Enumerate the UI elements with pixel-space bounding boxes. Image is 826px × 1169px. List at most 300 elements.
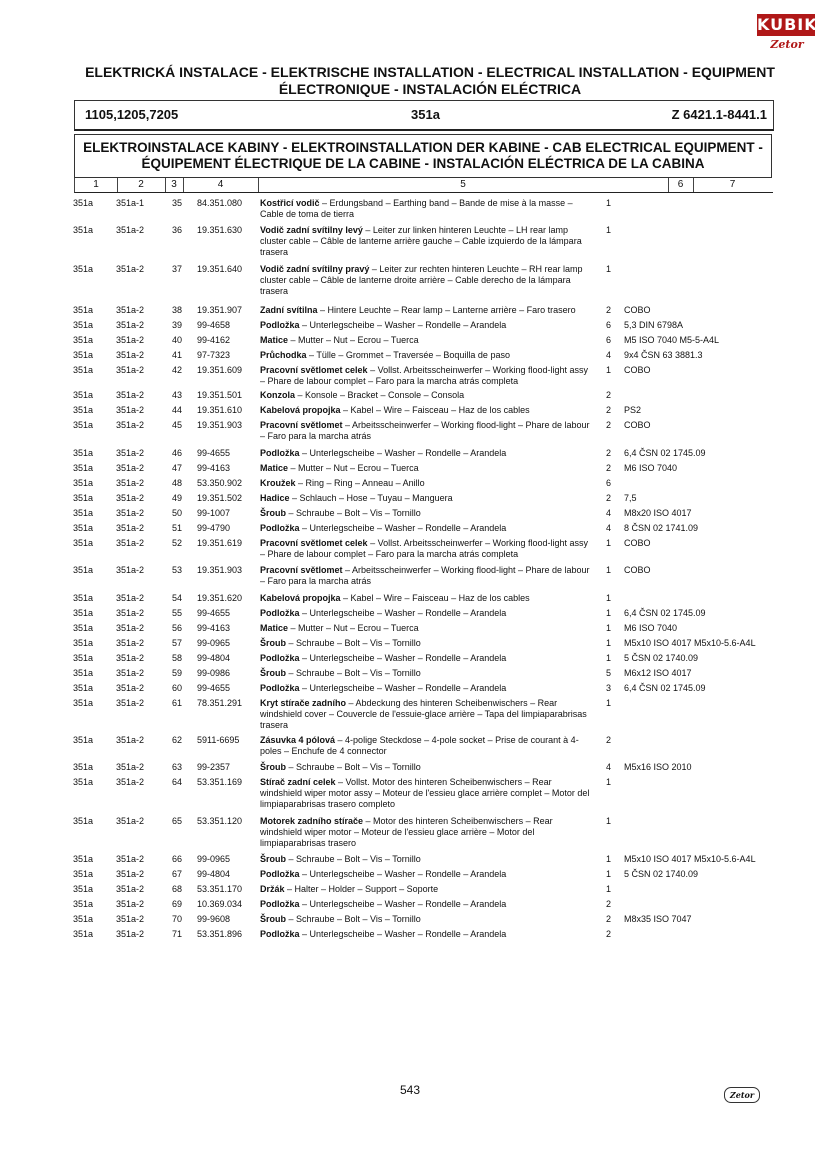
row-fig-cell: 351a-2 (116, 914, 145, 924)
row-fig-cell: 351a-2 (116, 653, 145, 663)
row-description-cell (260, 420, 590, 442)
models-label: 1105,1205,7205 (85, 107, 179, 122)
row-pos-cell: 53 (172, 565, 183, 575)
row-fig-cell: 351a-2 (116, 463, 145, 473)
row-part-name: Podložka (260, 448, 300, 458)
row-ref-cell: 351a (73, 762, 94, 772)
row-ref-cell: 351a (73, 264, 94, 274)
row-partno-cell: 99-4163 (197, 463, 231, 473)
row-part-name: Stírač zadní celek (260, 777, 336, 787)
row-description-cell (260, 305, 590, 316)
row-qty-cell: 1 (606, 565, 612, 575)
row-pos-cell: 37 (172, 264, 183, 274)
row-description-cell (260, 884, 590, 895)
row-part-name: Motorek zadního stírače (260, 816, 364, 826)
row-pos-cell: 45 (172, 420, 183, 430)
row-pos-cell: 35 (172, 198, 183, 208)
row-part-name: Podložka (260, 683, 300, 693)
row-part-name: Šroub (260, 508, 286, 518)
row-part-translations: – Unterlegscheibe – Washer – Rondelle – Arandela (299, 869, 507, 879)
row-pos-cell: 60 (172, 683, 183, 693)
row-part-name: Šroub (260, 762, 286, 772)
row-partno-cell: 19.351.903 (197, 420, 243, 430)
row-pos-cell: 61 (172, 698, 183, 708)
row-pos-cell: 51 (172, 523, 183, 533)
column-header-cell: 5 (258, 178, 669, 192)
column-header-cell: 1 (75, 178, 118, 192)
row-partno-cell: 84.351.080 (197, 198, 243, 208)
row-pos-cell: 41 (172, 350, 183, 360)
row-ref-cell: 351a (73, 390, 94, 400)
row-partno-cell: 99-4790 (197, 523, 231, 533)
row-qty-cell: 4 (606, 350, 612, 360)
row-qty-cell: 1 (606, 816, 612, 826)
row-partno-cell: 19.351.640 (197, 264, 243, 274)
row-note-cell: 8 ČSN 02 1741.09 (624, 523, 699, 533)
row-part-name: Pracovní světlomet (260, 565, 343, 575)
row-part-name: Pracovní světlomet (260, 420, 343, 430)
row-pos-cell: 68 (172, 884, 183, 894)
row-description-cell (260, 623, 590, 634)
row-ref-cell: 351a (73, 608, 94, 618)
row-qty-cell: 1 (606, 608, 612, 618)
row-description-cell (260, 523, 590, 534)
row-part-translations: – Kabel – Wire – Faisceau – Haz de los cables (340, 593, 530, 603)
section-title (74, 134, 772, 178)
row-part-translations: – Konsole – Bracket – Console – Consola (295, 390, 465, 400)
row-description-cell (260, 508, 590, 519)
row-ref-cell: 351a (73, 899, 94, 909)
row-partno-cell: 99-4804 (197, 653, 231, 663)
row-part-name: Pracovní světlomet celek (260, 365, 368, 375)
row-qty-cell: 1 (606, 653, 612, 663)
row-description-cell (260, 683, 590, 694)
row-description-cell (260, 929, 590, 940)
row-partno-cell: 99-4163 (197, 623, 231, 633)
row-pos-cell: 46 (172, 448, 183, 458)
row-ref-cell: 351a (73, 365, 94, 375)
row-note-cell: M6 ISO 7040 (624, 463, 678, 473)
row-pos-cell: 36 (172, 225, 183, 235)
row-description-cell (260, 777, 590, 810)
row-pos-cell: 49 (172, 493, 183, 503)
row-part-translations: – Leiter zur rechten hinteren Leuchte – RH rear lamp cluster cable – Câble de lanterne droite arrière – Cable derecho de la lámpara trasera (260, 264, 583, 296)
row-part-name: Zadní svítilna (260, 305, 318, 315)
row-part-translations: – Unterlegscheibe – Washer – Rondelle – Arandela (299, 683, 507, 693)
row-note-cell: COBO (624, 538, 651, 548)
row-qty-cell: 2 (606, 493, 612, 503)
row-qty-cell: 2 (606, 914, 612, 924)
row-pos-cell: 67 (172, 869, 183, 879)
row-ref-cell: 351a (73, 653, 94, 663)
row-part-translations: – Vollst. Arbeitsscheinwerfer – Working flood-light assy – Phare de labour complet – Faro para la marcha atrás completa (260, 538, 588, 559)
row-pos-cell: 66 (172, 854, 183, 864)
row-description-cell (260, 264, 590, 297)
row-fig-cell: 351a-2 (116, 777, 145, 787)
row-fig-cell: 351a-2 (116, 884, 145, 894)
row-pos-cell: 43 (172, 390, 183, 400)
row-note-cell: M5x10 ISO 4017 M5x10-5.6-A4L (624, 854, 756, 864)
row-note-cell: 5 ČSN 02 1740.09 (624, 869, 699, 879)
row-description-cell (260, 448, 590, 459)
row-fig-cell: 351a-2 (116, 668, 145, 678)
row-qty-cell: 5 (606, 668, 612, 678)
row-ref-cell: 351a (73, 854, 94, 864)
row-partno-cell: 19.351.619 (197, 538, 243, 548)
row-description-cell (260, 698, 590, 731)
row-pos-cell: 44 (172, 405, 183, 415)
code-label: Z 6421.1-8441.1 (671, 107, 767, 122)
row-fig-cell: 351a-2 (116, 493, 145, 503)
row-partno-cell: 99-4655 (197, 683, 231, 693)
row-qty-cell: 1 (606, 365, 612, 375)
row-description-cell (260, 335, 590, 346)
row-partno-cell: 19.351.903 (197, 565, 243, 575)
row-note-cell: M6 ISO 7040 (624, 623, 678, 633)
row-part-name: Zásuvka 4 pólová (260, 735, 336, 745)
row-partno-cell: 99-9608 (197, 914, 231, 924)
row-fig-cell: 351a-2 (116, 305, 145, 315)
row-part-name: Držák (260, 884, 285, 894)
row-fig-cell: 351a-2 (116, 929, 145, 939)
row-description-cell (260, 478, 590, 489)
row-qty-cell: 1 (606, 869, 612, 879)
row-part-name: Podložka (260, 929, 300, 939)
row-ref-cell: 351a (73, 405, 94, 415)
row-pos-cell: 71 (172, 929, 183, 939)
row-ref-cell: 351a (73, 698, 94, 708)
row-part-translations: – Mutter – Nut – Ecrou – Tuerca (288, 335, 419, 345)
column-header (74, 178, 773, 193)
row-description-cell (260, 390, 590, 401)
page-number: 543 (399, 1083, 421, 1097)
row-pos-cell: 69 (172, 899, 183, 909)
row-part-translations: – Schraube – Bolt – Vis – Tornillo (286, 508, 421, 518)
row-qty-cell: 6 (606, 478, 612, 488)
row-fig-cell: 351a-1 (116, 198, 145, 208)
column-header-cell: 7 (729, 179, 736, 190)
row-pos-cell: 58 (172, 653, 183, 663)
row-description-cell (260, 538, 590, 560)
row-ref-cell: 351a (73, 420, 94, 430)
row-description-cell (260, 493, 590, 504)
row-part-translations: – Mutter – Nut – Ecrou – Tuerca (288, 623, 419, 633)
row-note-cell: COBO (624, 365, 651, 375)
row-part-translations: – Leiter zur linken hinteren Leuchte – LH rear lamp cluster cable – Câble de lanterne arrière gauche – Cable izquierdo de la lámpara trasera (260, 225, 582, 257)
row-part-name: Pracovní světlomet celek (260, 538, 368, 548)
row-description-cell (260, 365, 590, 387)
row-part-name: Šroub (260, 668, 286, 678)
row-qty-cell: 4 (606, 508, 612, 518)
row-note-cell: COBO (624, 305, 651, 315)
row-part-translations: – Vollst. Motor des hinteren Scheibenwischers – Rear windshield wiper motor assy – Moteur de l'essieu glace arrière complet – Motor del limpiaparabrisas trasero completo (260, 777, 590, 809)
row-pos-cell: 42 (172, 365, 183, 375)
row-partno-cell: 5911-6695 (197, 735, 240, 745)
row-fig-cell: 351a-2 (116, 538, 145, 548)
row-pos-cell: 57 (172, 638, 183, 648)
row-part-translations: – Kabel – Wire – Faisceau – Haz de los cables (340, 405, 530, 415)
row-note-cell: M8x20 ISO 4017 (624, 508, 692, 518)
row-part-translations: – Erdungsband – Earthing band – Bande de mise à la masse – Cable de toma de tierra (260, 198, 573, 219)
row-qty-cell: 1 (606, 198, 612, 208)
row-partno-cell: 99-2357 (197, 762, 231, 772)
row-qty-cell: 1 (606, 593, 612, 603)
column-header-cell: 6 (668, 178, 694, 192)
row-fig-cell: 351a-2 (116, 816, 145, 826)
row-partno-cell: 99-4655 (197, 608, 231, 618)
row-fig-cell: 351a-2 (116, 638, 145, 648)
row-description-cell (260, 653, 590, 664)
row-qty-cell: 2 (606, 420, 612, 430)
row-partno-cell: 19.351.501 (197, 390, 243, 400)
row-partno-cell: 53.351.120 (197, 816, 243, 826)
row-part-translations: – Schraube – Bolt – Vis – Tornillo (286, 762, 421, 772)
row-fig-cell: 351a-2 (116, 365, 145, 375)
row-ref-cell: 351a (73, 683, 94, 693)
row-pos-cell: 63 (172, 762, 183, 772)
row-part-translations: – Motor des hinteren Scheibenwischers – Rear windshield wiper motor – Moteur de l'essieu glace arrière – Motor del limpiaparabrisas trasero (260, 816, 553, 848)
row-fig-cell: 351a-2 (116, 225, 145, 235)
row-partno-cell: 99-0965 (197, 638, 231, 648)
footer-zetor-logo: Zetor (724, 1087, 760, 1103)
row-description-cell (260, 638, 590, 649)
row-part-translations: – Vollst. Arbeitsscheinwerfer – Working flood-light assy – Phare de labour complet – Faro para la marcha atrás completa (260, 365, 588, 386)
row-ref-cell: 351a (73, 623, 94, 633)
row-part-translations: – Arbeitsscheinwerfer – Working flood-light – Phare de labour – Faro para la marcha atrás (260, 420, 590, 441)
row-partno-cell: 99-4162 (197, 335, 231, 345)
row-description-cell (260, 762, 590, 773)
row-ref-cell: 351a (73, 448, 94, 458)
row-fig-cell: 351a-2 (116, 523, 145, 533)
row-ref-cell: 351a (73, 305, 94, 315)
row-description-cell (260, 225, 590, 258)
row-pos-cell: 55 (172, 608, 183, 618)
row-fig-cell: 351a-2 (116, 608, 145, 618)
row-partno-cell: 19.351.609 (197, 365, 243, 375)
row-part-name: Šroub (260, 638, 286, 648)
row-qty-cell: 2 (606, 899, 612, 909)
row-part-translations: – Halter – Holder – Support – Soporte (284, 884, 439, 894)
row-description-cell (260, 854, 590, 865)
row-description-cell (260, 735, 590, 757)
row-part-name: Podložka (260, 523, 300, 533)
row-fig-cell: 351a-2 (116, 264, 145, 274)
row-pos-cell: 50 (172, 508, 183, 518)
row-part-translations: – Tülle – Grommet – Traversée – Boquilla de paso (306, 350, 510, 360)
row-part-translations: – Unterlegscheibe – Washer – Rondelle – Arandela (299, 929, 507, 939)
row-ref-cell: 351a (73, 320, 94, 330)
row-note-cell: 5 ČSN 02 1740.09 (624, 653, 699, 663)
row-description-cell (260, 320, 590, 331)
row-note-cell: 6,4 ČSN 02 1745.09 (624, 683, 706, 693)
row-fig-cell: 351a-2 (116, 420, 145, 430)
row-note-cell: M5 ISO 7040 M5-5-A4L (624, 335, 720, 345)
section-title-line2: ÉQUIPEMENT ÉLECTRIQUE DE LA CABINE - INSTALACIÓN ELÉCTRICA DE LA CABINA (141, 156, 705, 171)
row-note-cell: 6,4 ČSN 02 1745.09 (624, 608, 706, 618)
row-part-name: Konzola (260, 390, 295, 400)
row-fig-cell: 351a-2 (116, 593, 145, 603)
row-part-name: Kostřicí vodič (260, 198, 320, 208)
row-note-cell: 7,5 (624, 493, 637, 503)
row-fig-cell: 351a-2 (116, 854, 145, 864)
row-qty-cell: 1 (606, 264, 612, 274)
row-part-translations: – Unterlegscheibe – Washer – Rondelle – Arandela (299, 448, 507, 458)
row-fig-cell: 351a-2 (116, 320, 145, 330)
row-fig-cell: 351a-2 (116, 478, 145, 488)
row-qty-cell: 6 (606, 320, 612, 330)
row-part-translations: – Unterlegscheibe – Washer – Rondelle – Arandela (299, 320, 507, 330)
row-note-cell: M8x35 ISO 7047 (624, 914, 692, 924)
row-qty-cell: 2 (606, 735, 612, 745)
row-fig-cell: 351a-2 (116, 683, 145, 693)
row-note-cell: 5,3 DIN 6798A (624, 320, 684, 330)
column-header-cell: 3 (165, 178, 184, 192)
row-fig-cell: 351a-2 (116, 565, 145, 575)
row-pos-cell: 70 (172, 914, 183, 924)
row-part-name: Kryt stírače zadního (260, 698, 347, 708)
row-partno-cell: 99-4655 (197, 448, 231, 458)
row-qty-cell: 4 (606, 523, 612, 533)
row-part-translations: – Schraube – Bolt – Vis – Tornillo (286, 854, 421, 864)
row-part-name: Průchodka (260, 350, 307, 360)
row-fig-cell: 351a-2 (116, 869, 145, 879)
row-ref-cell: 351a (73, 735, 94, 745)
row-partno-cell: 99-4658 (197, 320, 231, 330)
row-description-cell (260, 405, 590, 416)
row-description-cell (260, 869, 590, 880)
row-ref-cell: 351a (73, 523, 94, 533)
row-ref-cell: 351a (73, 478, 94, 488)
row-ref-cell: 351a (73, 350, 94, 360)
row-description-cell (260, 565, 590, 587)
row-note-cell: PS2 (624, 405, 642, 415)
row-ref-cell: 351a (73, 929, 94, 939)
row-pos-cell: 62 (172, 735, 183, 745)
row-part-translations: – Unterlegscheibe – Washer – Rondelle – Arandela (299, 523, 507, 533)
row-pos-cell: 40 (172, 335, 183, 345)
row-qty-cell: 1 (606, 854, 612, 864)
row-part-name: Podložka (260, 899, 300, 909)
row-note-cell: M5x16 ISO 2010 (624, 762, 692, 772)
row-part-translations: – Hintere Leuchte – Rear lamp – Lanterne arrière – Faro trasero (317, 305, 576, 315)
row-part-name: Šroub (260, 854, 286, 864)
row-partno-cell: 53.350.902 (197, 478, 243, 488)
row-qty-cell: 6 (606, 335, 612, 345)
row-pos-cell: 56 (172, 623, 183, 633)
row-qty-cell: 2 (606, 929, 612, 939)
row-ref-cell: 351a (73, 593, 94, 603)
row-description-cell (260, 593, 590, 604)
row-fig-cell: 351a-2 (116, 448, 145, 458)
row-partno-cell: 99-0965 (197, 854, 231, 864)
row-ref-cell: 351a (73, 565, 94, 575)
row-ref-cell: 351a (73, 198, 94, 208)
row-part-translations: – Abdeckung des hinteren Scheibenwischers – Rear windshield cover – Couvercle de l'essuie-glace arrière – Tapa del limpiaparabrisas trasera (260, 698, 587, 730)
row-ref-cell: 351a (73, 777, 94, 787)
row-note-cell: M6x12 ISO 4017 (624, 668, 692, 678)
kubik-logo: KUBIK (757, 15, 818, 34)
row-description-cell (260, 608, 590, 619)
row-part-name: Podložka (260, 653, 300, 663)
row-ref-cell: 351a (73, 884, 94, 894)
row-part-translations: – Unterlegscheibe – Washer – Rondelle – Arandela (299, 608, 507, 618)
page-title-line1: ELEKTRICKÁ INSTALACE - ELEKTRISCHE INSTALLATION - ELECTRICAL INSTALLATION - EQUIPMENT (85, 64, 775, 80)
row-ref-cell: 351a (73, 914, 94, 924)
row-part-translations: – Ring – Ring – Anneau – Anillo (295, 478, 425, 488)
column-header-cell: 4 (183, 178, 259, 192)
row-ref-cell: 351a (73, 225, 94, 235)
row-ref-cell: 351a (73, 638, 94, 648)
row-note-cell: 6,4 ČSN 02 1745.09 (624, 448, 706, 458)
row-pos-cell: 48 (172, 478, 183, 488)
row-fig-cell: 351a-2 (116, 350, 145, 360)
zetor-logo: Zetor (770, 38, 804, 51)
row-partno-cell: 99-1007 (197, 508, 231, 518)
row-pos-cell: 64 (172, 777, 183, 787)
row-pos-cell: 59 (172, 668, 183, 678)
row-qty-cell: 1 (606, 884, 612, 894)
row-partno-cell: 53.351.169 (197, 777, 243, 787)
row-partno-cell: 78.351.291 (197, 698, 243, 708)
row-partno-cell: 19.351.620 (197, 593, 243, 603)
row-partno-cell: 10.369.034 (197, 899, 243, 909)
row-qty-cell: 2 (606, 448, 612, 458)
row-partno-cell: 19.351.610 (197, 405, 243, 415)
row-ref-cell: 351a (73, 668, 94, 678)
row-partno-cell: 19.351.907 (197, 305, 243, 315)
row-description-cell (260, 463, 590, 474)
section-title-line1: ELEKTROINSTALACE KABINY - ELEKTROINSTALLATION DER KABINE - CAB ELECTRICAL EQUIPMENT - (83, 140, 763, 155)
row-part-translations: – Mutter – Nut – Ecrou – Tuerca (288, 463, 419, 473)
row-part-name: Vodič zadní svítilny levý (260, 225, 363, 235)
group-label: 351a (411, 107, 440, 122)
row-partno-cell: 99-0986 (197, 668, 231, 678)
row-description-cell (260, 914, 590, 925)
row-part-translations: – 4-polige Steckdose – 4-pole socket – Prise de courant à 4-poles – Enchufe de 4 connector (260, 735, 579, 756)
info-bar (74, 100, 774, 131)
row-part-translations: – Schraube – Bolt – Vis – Tornillo (286, 638, 421, 648)
row-ref-cell: 351a (73, 869, 94, 879)
row-qty-cell: 1 (606, 538, 612, 548)
row-pos-cell: 39 (172, 320, 183, 330)
row-qty-cell: 1 (606, 225, 612, 235)
row-description-cell (260, 816, 590, 849)
row-fig-cell: 351a-2 (116, 698, 145, 708)
row-part-name: Šroub (260, 914, 286, 924)
row-partno-cell: 19.351.502 (197, 493, 243, 503)
row-fig-cell: 351a-2 (116, 762, 145, 772)
row-fig-cell: 351a-2 (116, 899, 145, 909)
row-qty-cell: 1 (606, 638, 612, 648)
row-qty-cell: 2 (606, 463, 612, 473)
row-note-cell: COBO (624, 565, 651, 575)
row-partno-cell: 53.351.170 (197, 884, 243, 894)
row-partno-cell: 19.351.630 (197, 225, 243, 235)
row-part-name: Vodič zadní svítilny pravý (260, 264, 370, 274)
row-part-name: Kroužek (260, 478, 296, 488)
row-part-translations: – Schlauch – Hose – Tuyau – Manguera (289, 493, 453, 503)
row-part-name: Podložka (260, 320, 300, 330)
row-ref-cell: 351a (73, 816, 94, 826)
row-part-name: Matice (260, 335, 289, 345)
row-fig-cell: 351a-2 (116, 335, 145, 345)
row-pos-cell: 47 (172, 463, 183, 473)
row-description-cell (260, 899, 590, 910)
row-fig-cell: 351a-2 (116, 390, 145, 400)
row-fig-cell: 351a-2 (116, 508, 145, 518)
row-part-name: Podložka (260, 608, 300, 618)
row-qty-cell: 4 (606, 762, 612, 772)
